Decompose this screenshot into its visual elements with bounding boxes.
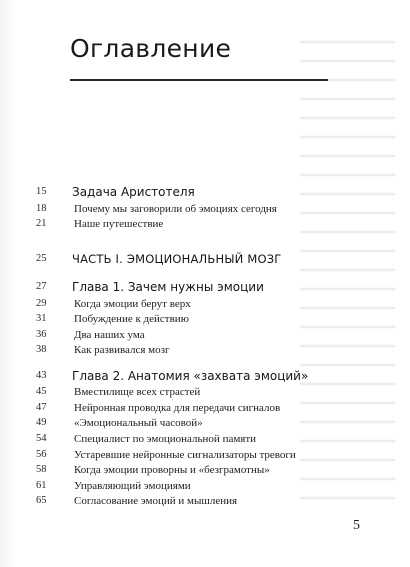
- toc-page-number: 49: [36, 417, 47, 428]
- toc-page-number: 54: [36, 433, 47, 444]
- toc-page-number: 45: [36, 386, 47, 397]
- toc-page-number: 21: [36, 218, 47, 229]
- toc-page-number: 38: [36, 344, 47, 355]
- toc-part-label: ЧАСТЬ I. ЭМОЦИОНАЛЬНЫЙ МОЗГ: [72, 252, 282, 266]
- toc-page-number: 61: [36, 480, 47, 491]
- toc-page-number: 56: [36, 449, 47, 460]
- toc-page-number: 43: [36, 370, 47, 381]
- toc-page-number: 27: [36, 281, 47, 292]
- toc-item-label: Согласование эмоций и мышления: [74, 495, 238, 507]
- toc-item-label: Как развивался мозг: [74, 344, 170, 356]
- toc-item-label: Вместилище всех страстей: [74, 386, 201, 398]
- toc-item-label: «Эмоциональный часовой»: [74, 417, 203, 429]
- page-title: Оглавление: [70, 34, 232, 63]
- toc-item-label: Когда эмоции проворны и «безграмотны»: [74, 464, 270, 476]
- toc-item-label: Управляющий эмоциями: [74, 480, 191, 492]
- toc-heading-label: Задача Аристотеля: [72, 185, 195, 199]
- toc-page-number: 36: [36, 329, 47, 340]
- toc-item-label: Специалист по эмоциональной памяти: [74, 433, 257, 445]
- toc-page-number: 29: [36, 298, 47, 309]
- toc-page-number: 31: [36, 313, 47, 324]
- toc-page-number: 18: [36, 203, 47, 214]
- toc-item-label: Побуждение к действию: [74, 313, 189, 325]
- toc-item-label: Нейронная проводка для передачи сигналов: [74, 402, 281, 414]
- toc-page-number: 65: [36, 495, 47, 506]
- toc-item-label: Почему мы заговорили об эмоциях сегодня: [74, 203, 277, 215]
- toc-page-number: 58: [36, 464, 47, 475]
- toc-heading-label: Глава 2. Анатомия «захвата эмоций»: [72, 369, 309, 383]
- toc-page-number: 25: [36, 253, 47, 264]
- page-number: 5: [353, 518, 360, 533]
- toc-item-label: Наше путешествие: [74, 218, 164, 230]
- toc-page-number: 47: [36, 402, 47, 413]
- toc-page-number: 15: [36, 186, 47, 197]
- toc-item-label: Устаревшие нейронные сигнализаторы тревоги: [74, 449, 296, 461]
- toc-heading-label: Глава 1. Зачем нужны эмоции: [72, 280, 264, 294]
- toc-item-label: Когда эмоции берут верх: [74, 298, 191, 310]
- toc-item-label: Два наших ума: [74, 329, 145, 341]
